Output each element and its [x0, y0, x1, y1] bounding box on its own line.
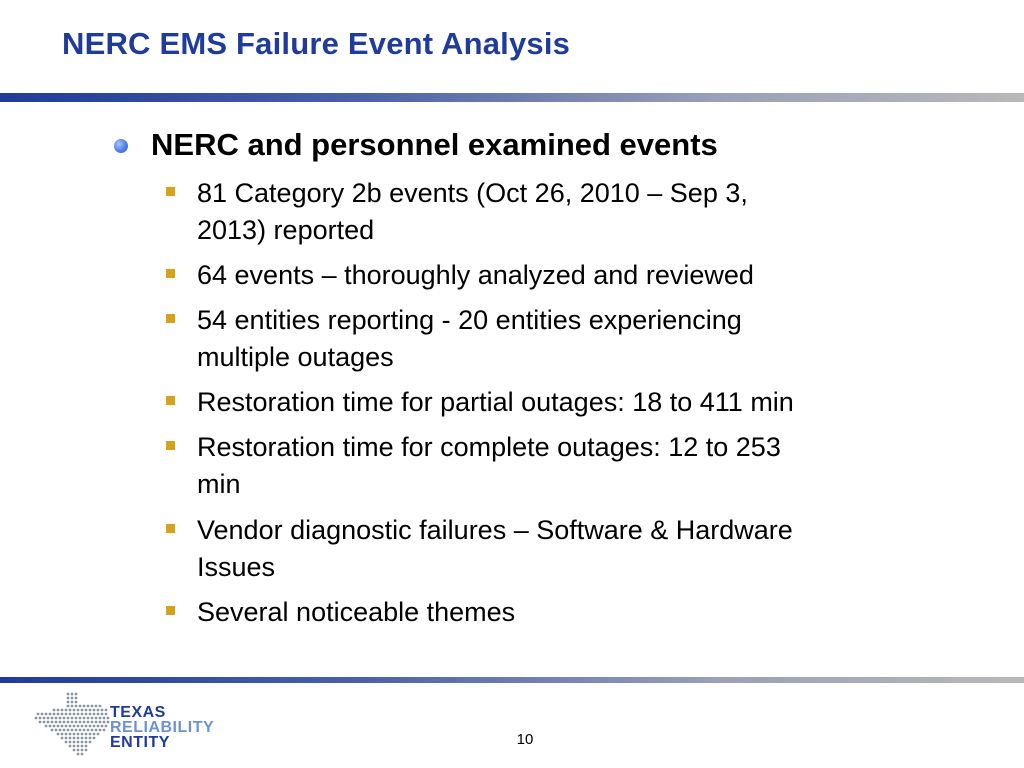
logo-dot: [87, 721, 90, 724]
logo-dot: [53, 725, 56, 728]
logo-dot: [69, 745, 72, 748]
logo-dot: [81, 733, 84, 736]
slide-title: NERC EMS Failure Event Analysis: [62, 26, 571, 61]
logo-dot: [85, 749, 88, 752]
sub-bullet-item: [197, 302, 917, 376]
logo-dot: [65, 741, 68, 744]
logo-line-1: TEXAS: [110, 704, 166, 721]
logo-dot: [63, 729, 66, 732]
logo-dot: [81, 737, 84, 740]
main-bullet-heading: NERC and personnel examined events: [151, 127, 718, 162]
logo-dot: [69, 713, 72, 716]
sub-bullet-line: multiple outages: [197, 342, 394, 372]
logo-dot: [61, 737, 64, 740]
sub-bullet-item: [197, 175, 917, 249]
logo-dot: [83, 705, 86, 708]
logo-dot: [57, 725, 60, 728]
sub-bullet-line: 64 events – thoroughly analyzed and reviewed: [197, 260, 754, 290]
logo-dot: [85, 745, 88, 748]
logo-dot: [85, 709, 88, 712]
logo-dot: [59, 729, 62, 732]
logo-dot: [81, 713, 84, 716]
sub-bullet-line: min: [197, 469, 241, 499]
logo-dot: [97, 713, 100, 716]
logo-dot: [85, 713, 88, 716]
logo-dot: [75, 717, 78, 720]
square-bullet-icon: [166, 314, 175, 323]
logo-dot: [49, 713, 52, 716]
logo-dot: [83, 729, 86, 732]
logo-dot: [93, 737, 96, 740]
logo-dot: [99, 729, 102, 732]
sub-bullet-line: Issues: [197, 552, 276, 582]
logo-dot: [69, 733, 72, 736]
logo-dot: [97, 725, 100, 728]
logo-dot: [67, 693, 70, 696]
logo-dot: [79, 717, 82, 720]
logo-dot: [105, 725, 108, 728]
logo-dot: [93, 713, 96, 716]
logo-dot: [103, 721, 106, 724]
logo-dot: [69, 725, 72, 728]
logo-dot: [83, 721, 86, 724]
logo-dot: [91, 729, 94, 732]
logo-dot: [73, 733, 76, 736]
square-bullet-icon: [166, 269, 175, 278]
logo-dot: [77, 725, 80, 728]
logo-dot: [95, 705, 98, 708]
bottom-divider: [0, 677, 1024, 683]
logo-dot: [77, 733, 80, 736]
logo-dot: [67, 701, 70, 704]
logo-dot: [75, 697, 78, 700]
logo-dot: [93, 709, 96, 712]
logo-dot: [81, 741, 84, 744]
logo-dot: [77, 749, 80, 752]
sub-bullet-line: Vendor diagnostic failures – Software & Hardware: [197, 515, 793, 545]
logo-dot: [75, 693, 78, 696]
logo-dot: [59, 717, 62, 720]
logo-dot: [75, 729, 78, 732]
logo-dot: [45, 725, 48, 728]
sub-bullet-item: [197, 512, 917, 586]
logo-dot: [59, 721, 62, 724]
logo-dot: [65, 737, 68, 740]
logo-dot: [81, 749, 84, 752]
logo-dot: [73, 713, 76, 716]
logo-dot: [51, 721, 54, 724]
logo-dot: [89, 709, 92, 712]
logo-dot: [61, 725, 64, 728]
logo-dot: [95, 729, 98, 732]
logo-dot: [89, 725, 92, 728]
sub-bullet-line: 81 Category 2b events (Oct 26, 2010 – Sep 3,: [197, 178, 748, 208]
logo-dot: [87, 705, 90, 708]
logo-dot: [67, 705, 70, 708]
logo-dot: [105, 709, 108, 712]
sub-bullet-item: [197, 594, 917, 631]
logo-dot: [85, 733, 88, 736]
logo-dot: [71, 701, 74, 704]
logo-dot: [79, 721, 82, 724]
logo-dot: [91, 721, 94, 724]
logo-dot: [99, 717, 102, 720]
logo-dot: [93, 725, 96, 728]
logo-dot: [91, 717, 94, 720]
logo-dot: [81, 753, 84, 756]
logo-dot: [73, 745, 76, 748]
logo-dot: [39, 717, 42, 720]
logo-dot: [107, 717, 110, 720]
logo-dot: [85, 741, 88, 744]
square-bullet-icon: [166, 524, 175, 533]
logo-dot: [51, 729, 54, 732]
logo-dot: [61, 733, 64, 736]
logo-dot: [63, 721, 66, 724]
top-divider: [0, 93, 1024, 102]
page-number: 10: [516, 731, 534, 748]
logo-dot: [89, 733, 92, 736]
logo-dot: [47, 721, 50, 724]
logo-dot: [75, 701, 78, 704]
logo-dot: [99, 705, 102, 708]
logo-dot: [55, 717, 58, 720]
sub-bullet-line: Restoration time for complete outages: 12 to 253: [197, 432, 781, 462]
logo-dot: [87, 729, 90, 732]
logo-dot: [103, 717, 106, 720]
logo-dot: [57, 713, 60, 716]
logo-dot: [95, 717, 98, 720]
logo-dot: [71, 721, 74, 724]
sub-bullet-item: [197, 257, 917, 294]
logo-dot: [55, 729, 58, 732]
round-bullet-icon: [114, 139, 128, 153]
logo-dot: [71, 697, 74, 700]
logo-dot: [79, 705, 82, 708]
logo-dot: [105, 713, 108, 716]
logo-dot: [35, 717, 38, 720]
logo-dot: [67, 721, 70, 724]
logo-dot: [71, 693, 74, 696]
logo-dot: [61, 713, 64, 716]
logo-dot: [65, 713, 68, 716]
logo-dot: [39, 721, 42, 724]
sub-bullet-line: Several noticeable themes: [197, 597, 516, 627]
logo-dot: [91, 705, 94, 708]
logo-dot: [41, 713, 44, 716]
logo-dot: [77, 713, 80, 716]
logo-dot: [43, 721, 46, 724]
logo-dot: [57, 709, 60, 712]
logo-dot: [85, 737, 88, 740]
logo-dot: [83, 717, 86, 720]
logo-dot: [53, 713, 56, 716]
logo-dot: [71, 705, 74, 708]
square-bullet-icon: [166, 606, 175, 615]
logo-dot: [63, 717, 66, 720]
logo-dot: [75, 721, 78, 724]
logo-dot: [87, 717, 90, 720]
logo-dot: [51, 717, 54, 720]
logo-dot: [101, 713, 104, 716]
square-bullet-icon: [166, 396, 175, 405]
sub-bullet-item: [197, 384, 917, 421]
logo-wordmark: [110, 705, 214, 750]
logo-dot: [77, 745, 80, 748]
logo-dot: [85, 725, 88, 728]
logo-dot: [71, 729, 74, 732]
logo-dot: [45, 713, 48, 716]
logo-dot: [89, 713, 92, 716]
logo-dot: [81, 725, 84, 728]
logo-dot: [73, 725, 76, 728]
logo-dot: [73, 709, 76, 712]
logo-line-2: RELIABILITY: [110, 719, 215, 736]
logo-dot: [69, 709, 72, 712]
logo-dot: [77, 737, 80, 740]
logo-dot: [67, 729, 70, 732]
logo-dot: [97, 733, 100, 736]
logo-dot: [71, 717, 74, 720]
logo-dot: [103, 729, 106, 732]
logo-dot: [53, 709, 56, 712]
logo-dot: [57, 733, 60, 736]
logo-dot: [61, 709, 64, 712]
logo-dot: [77, 741, 80, 744]
logo-dot: [77, 709, 80, 712]
logo-dot: [107, 721, 110, 724]
logo-dot: [89, 741, 92, 744]
logo-dot: [67, 717, 70, 720]
logo-dot: [89, 737, 92, 740]
logo-dot: [37, 713, 40, 716]
sub-bullet-line: 54 entities reporting - 20 entities experiencing: [197, 305, 742, 335]
logo-dot: [95, 721, 98, 724]
logo-dot: [65, 709, 68, 712]
square-bullet-icon: [166, 187, 175, 196]
logo-dot: [73, 737, 76, 740]
logo-dot: [97, 709, 100, 712]
logo-dot: [73, 741, 76, 744]
logo-dot: [47, 717, 50, 720]
logo-dot: [67, 697, 70, 700]
logo-dot: [69, 741, 72, 744]
square-bullet-icon: [166, 441, 175, 450]
logo-line-3: ENTITY: [110, 734, 170, 751]
logo-dot: [69, 737, 72, 740]
logo-dot: [49, 725, 52, 728]
sub-bullet-line: Restoration time for partial outages: 18 to 411 min: [197, 387, 794, 417]
sub-bullet-item: [197, 429, 917, 503]
logo-dot: [99, 721, 102, 724]
logo-dot: [93, 733, 96, 736]
logo-dot: [79, 729, 82, 732]
logo-dot: [65, 733, 68, 736]
logo-dot: [65, 725, 68, 728]
logo-dot: [43, 717, 46, 720]
logo-dot: [101, 725, 104, 728]
logo-dot: [81, 745, 84, 748]
logo-dot: [55, 721, 58, 724]
sub-bullet-line: 2013) reported: [197, 215, 375, 245]
logo-dot: [77, 753, 80, 756]
logo-dot: [73, 749, 76, 752]
logo-dot: [75, 705, 78, 708]
logo-dot: [81, 709, 84, 712]
logo-dot: [101, 709, 104, 712]
